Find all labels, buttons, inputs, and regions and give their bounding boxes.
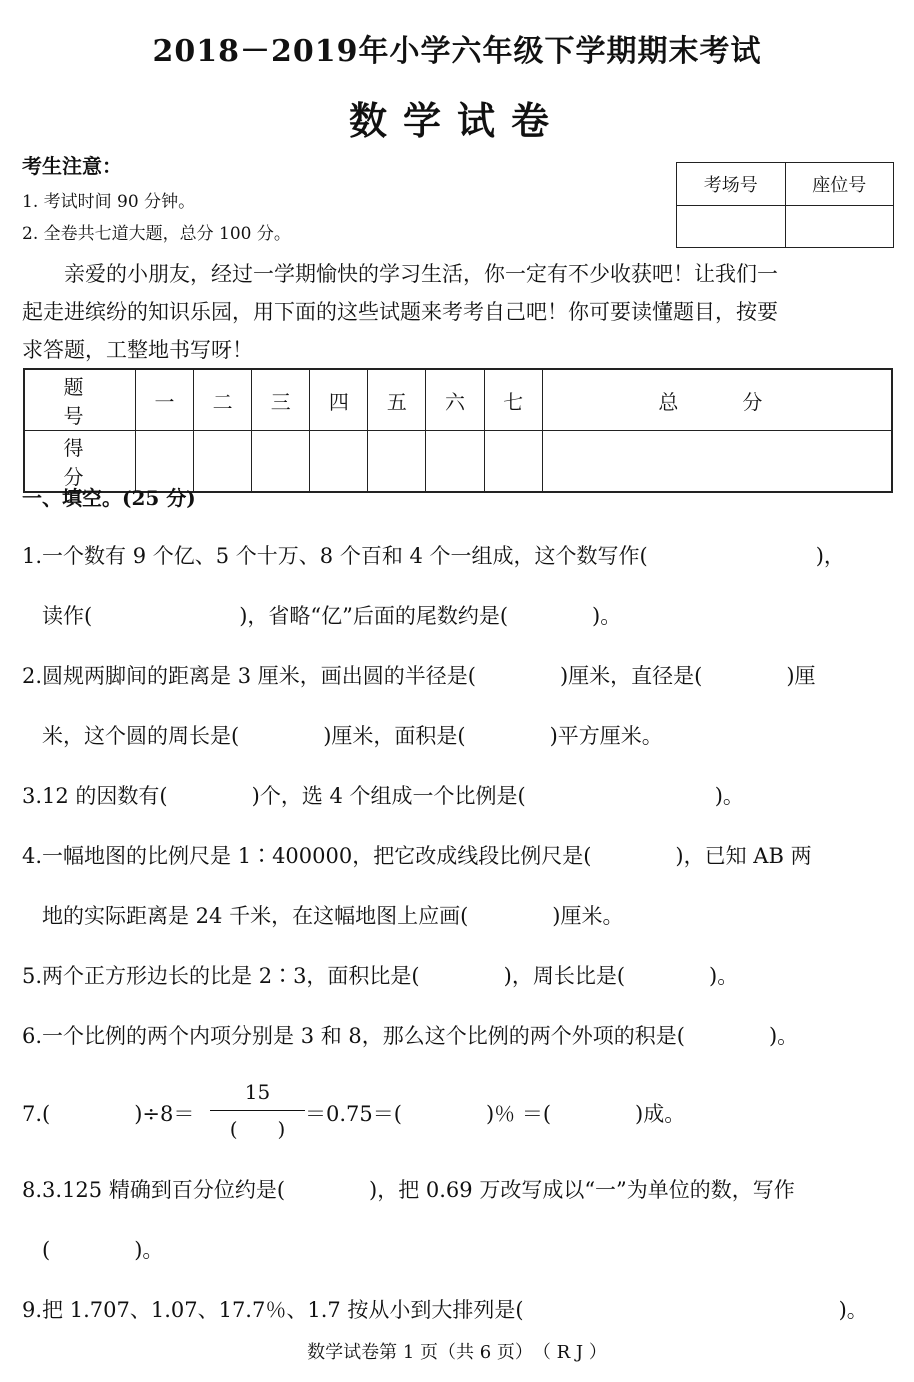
score-header-cell: 六 [426,369,484,431]
exam-room-cell[interactable] [677,206,786,248]
score-cell[interactable] [368,431,426,493]
question-6: 6.一个比例的两个内项分别是 3 和 8，那么这个比例的两个外项的积是( )。 [22,1024,799,1048]
intro-line: 起走进缤纷的知识乐园，用下面的这些试题来考考自己吧！你可要读懂题目，按要 [22,300,778,324]
intro-line: 求答题，工整地书写呀！ [22,338,253,362]
notice-item: 1. 考试时间 90 分钟。 [22,192,196,212]
question-2-cont: 米，这个圆的周长是( )厘米，面积是( )平方厘米。 [42,724,663,748]
page-footer: 数学试卷第 1 页（共 6 页） （ R J ） [307,1342,607,1363]
notice-heading: 考生注意： [22,154,122,178]
intro-line: 亲爱的小朋友，经过一学期愉快的学习生活，你一定有不少收获吧！让我们一 [22,262,778,286]
section-heading: 一、填空。(25 分) [22,486,196,510]
question-4-cont: 地的实际距离是 24 千米，在这幅地图上应画( )厘米。 [42,904,624,928]
score-cell[interactable] [542,431,892,493]
score-header-cell: 七 [484,369,542,431]
exam-subtitle: 数学试卷 [348,98,565,143]
question-1: 1.一个数有 9 个亿、5 个十万、8 个百和 4 个一组成，这个数写作( )， [22,544,845,568]
exam-room-header: 考场号 [677,163,786,206]
question-1-cont: 读作( )，省略“亿”后面的尾数约是( )。 [42,604,622,628]
score-header-cell: 一 [136,369,194,431]
score-cell[interactable] [310,431,368,493]
fraction-denominator: ( ) [229,1117,286,1141]
score-header-cell: 五 [368,369,426,431]
question-9: 9.把 1.707、1.07、17.7％、1.7 按从小到大排列是( )。 [22,1298,868,1322]
fraction-bar [210,1110,305,1111]
question-7-cont: ＝0.75＝( )％ ＝( )成。 [305,1102,686,1126]
question-8: 8.3.125 精确到百分位约是( )，把 0.69 万改写成以“一”为单位的数，写作 [22,1178,795,1202]
question-7-fraction [210,1080,305,1139]
score-header-total: 总 分 [542,369,892,431]
score-row-label: 得 分 [24,431,136,493]
score-cell[interactable] [484,431,542,493]
score-header-cell: 四 [310,369,368,431]
score-header-cell: 二 [194,369,252,431]
score-table [23,368,893,493]
score-cell[interactable] [426,431,484,493]
score-header-label: 题 号 [24,369,136,431]
question-7: 7.( )÷8＝ [22,1102,195,1126]
seat-number-cell[interactable] [785,206,894,248]
seat-table [676,162,894,248]
question-4: 4.一幅地图的比例尺是 1∶400000，把它改成线段比例尺是( )，已知 AB 两 [22,844,812,868]
question-3: 3.12 的因数有( )个，选 4 个组成一个比例是( )。 [22,784,744,808]
seat-number-header: 座位号 [785,163,894,206]
question-8-cont: ( )。 [42,1238,164,1262]
question-2: 2.圆规两脚间的距离是 3 厘米，画出圆的半径是( )厘米，直径是( )厘 [22,664,816,688]
question-5: 5.两个正方形边长的比是 2∶3，面积比是( )，周长比是( )。 [22,964,739,988]
fraction-numerator: 15 [244,1080,271,1104]
score-header-cell: 三 [252,369,310,431]
notice-item: 2. 全卷共七道大题，总分 100 分。 [22,224,291,244]
exam-title: 2018－2019年小学六年级下学期期末考试 [152,34,762,69]
score-cell[interactable] [252,431,310,493]
score-cell[interactable] [194,431,252,493]
